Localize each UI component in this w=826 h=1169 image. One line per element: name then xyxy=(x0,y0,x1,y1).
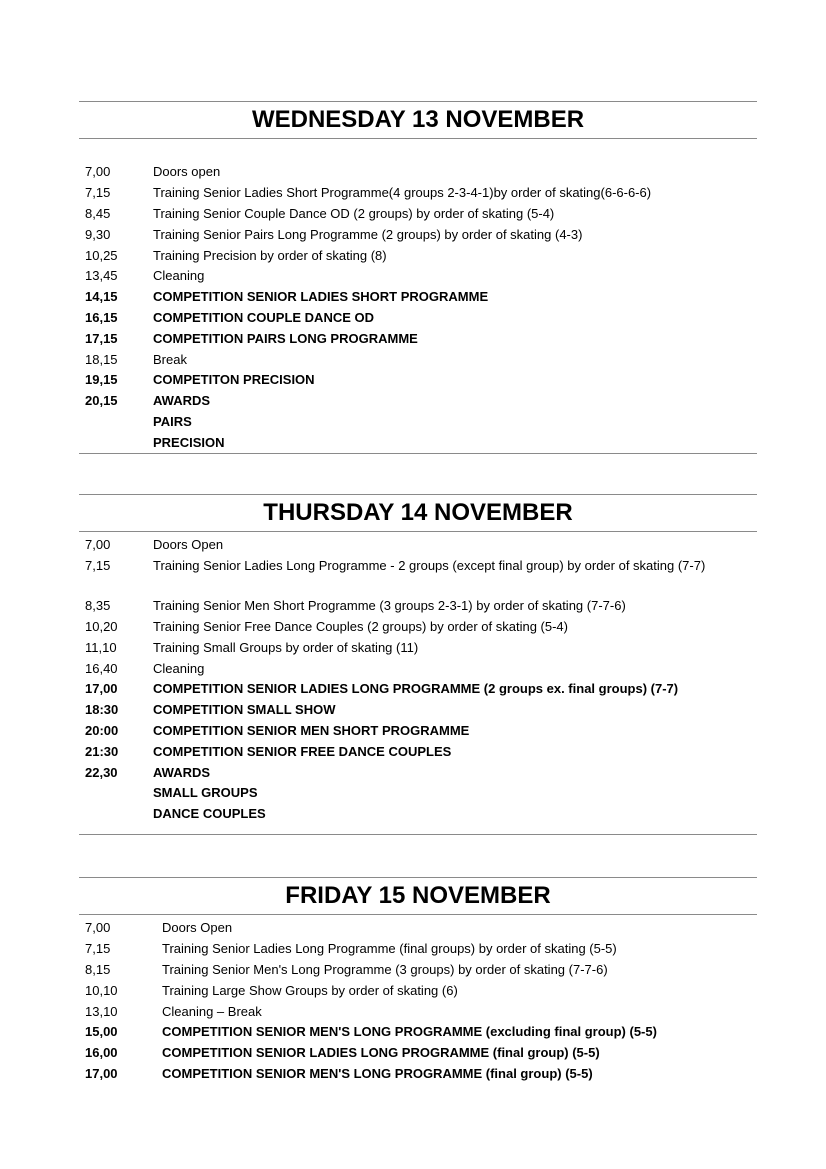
schedule-event: Training Senior Couple Dance OD (2 groups) by order of skating (5-4) xyxy=(153,205,555,221)
schedule-list xyxy=(79,162,757,453)
schedule-time: 11,10 xyxy=(85,639,117,655)
schedule-time: 18:30 xyxy=(85,702,119,718)
schedule-time: 8,45 xyxy=(85,205,111,221)
schedule-time: 15,00 xyxy=(85,1024,118,1040)
schedule-row xyxy=(79,204,757,225)
schedule-row xyxy=(79,328,757,349)
schedule-row xyxy=(79,679,757,700)
schedule-row xyxy=(79,224,757,245)
schedule-time: 9,30 xyxy=(85,226,111,242)
day-section-friday xyxy=(79,877,757,1084)
schedule-event: Training Senior Pairs Long Programme (2 groups) by order of skating (4-3) xyxy=(153,226,583,242)
schedule-event: Break xyxy=(153,351,187,367)
schedule-time: 13,10 xyxy=(85,1003,118,1019)
schedule-event: COMPETITION SENIOR MEN SHORT PROGRAMME xyxy=(153,722,470,738)
schedule-row xyxy=(79,162,757,183)
schedule-list xyxy=(79,918,757,1084)
schedule-time: 22,30 xyxy=(85,764,118,780)
schedule-list xyxy=(79,535,757,825)
section-divider xyxy=(79,834,757,835)
schedule-row xyxy=(79,287,757,308)
schedule-time: 7,15 xyxy=(85,941,111,957)
schedule-event: Cleaning xyxy=(153,660,205,676)
schedule-row xyxy=(79,266,757,287)
schedule-event: COMPETITION SENIOR MEN'S LONG PROGRAMME (excluding final group) (5-5) xyxy=(162,1024,657,1040)
schedule-row xyxy=(79,741,757,762)
day-section-wednesday xyxy=(79,101,757,454)
schedule-row xyxy=(79,183,757,204)
schedule-event: COMPETITION SENIOR LADIES SHORT PROGRAMME xyxy=(153,289,489,305)
schedule-row xyxy=(79,762,757,783)
schedule-row xyxy=(79,617,757,638)
schedule-row xyxy=(79,1043,757,1064)
schedule-row xyxy=(79,939,757,960)
schedule-row xyxy=(79,1064,757,1085)
schedule-event: Doors Open xyxy=(153,537,224,553)
schedule-row xyxy=(79,700,757,721)
schedule-time: 7,00 xyxy=(85,164,111,180)
schedule-row xyxy=(79,783,757,804)
schedule-event: PRECISION xyxy=(153,434,225,450)
day-header xyxy=(79,877,757,915)
schedule-row xyxy=(79,1022,757,1043)
schedule-time: 13,45 xyxy=(85,268,118,284)
schedule-event: COMPETITION SMALL SHOW xyxy=(153,702,336,718)
schedule-event: COMPETITION SENIOR FREE DANCE COUPLES xyxy=(153,743,452,759)
schedule-row xyxy=(79,918,757,939)
schedule-row xyxy=(79,804,757,825)
schedule-event: Doors Open xyxy=(162,920,233,936)
schedule-time: 8,15 xyxy=(85,961,111,977)
schedule-event: COMPETITON PRECISION xyxy=(153,372,315,388)
schedule-time: 16,40 xyxy=(85,660,118,676)
schedule-time: 7,00 xyxy=(85,537,111,553)
schedule-time: 7,15 xyxy=(85,185,111,201)
schedule-row xyxy=(79,658,757,679)
schedule-event: Cleaning – Break xyxy=(162,1003,262,1019)
schedule-time: 17,00 xyxy=(85,681,118,697)
schedule-event: COMPETITION SENIOR LADIES LONG PROGRAMME (2 groups ex. final groups) (7-7) xyxy=(153,681,679,697)
schedule-time: 17,00 xyxy=(85,1065,118,1081)
schedule-row xyxy=(79,637,757,658)
schedule-event: AWARDS xyxy=(153,393,211,409)
schedule-event: PAIRS xyxy=(153,413,192,429)
schedule-event: AWARDS xyxy=(153,764,211,780)
schedule-row xyxy=(79,980,757,1001)
schedule-time: 20:00 xyxy=(85,722,119,738)
schedule-event: COMPETITION SENIOR MEN'S LONG PROGRAMME (final group) (5-5) xyxy=(162,1065,593,1081)
schedule-time: 19,15 xyxy=(85,372,118,388)
day-section-thursday xyxy=(79,494,757,835)
schedule-event: Training Senior Free Dance Couples (2 groups) by order of skating (5-4) xyxy=(153,618,568,634)
schedule-row xyxy=(79,721,757,742)
schedule-time: 21:30 xyxy=(85,743,119,759)
schedule-event: Training Senior Ladies Long Programme - 2 groups (except final group) by order of skating (7-7) xyxy=(153,558,706,574)
schedule-row xyxy=(79,245,757,266)
schedule-event: DANCE COUPLES xyxy=(153,806,266,822)
schedule-row xyxy=(79,432,757,453)
schedule-event: COMPETITION COUPLE DANCE OD xyxy=(153,309,375,325)
schedule-row xyxy=(79,596,757,617)
schedule-row xyxy=(79,308,757,329)
schedule-event: Training Senior Ladies Long Programme (final groups) by order of skating (5-5) xyxy=(162,941,617,957)
day-header xyxy=(79,101,757,139)
day-title: THURSDAY 14 NOVEMBER xyxy=(263,499,573,526)
schedule-row xyxy=(79,535,757,556)
schedule-time: 18,15 xyxy=(85,351,118,367)
schedule-time: 20,15 xyxy=(85,393,118,409)
schedule-event: COMPETITION SENIOR LADIES LONG PROGRAMME (final group) (5-5) xyxy=(162,1045,600,1061)
schedule-time: 10,25 xyxy=(85,247,118,263)
schedule-event: SMALL GROUPS xyxy=(153,785,258,801)
schedule-time: 10,10 xyxy=(85,982,118,998)
schedule-time: 7,15 xyxy=(85,558,111,574)
schedule-event: Training Precision by order of skating (8) xyxy=(153,247,387,263)
schedule-time: 14,15 xyxy=(85,289,118,305)
schedule-time: 17,15 xyxy=(85,330,118,346)
schedule-event: Training Senior Men's Long Programme (3 groups) by order of skating (7-7-6) xyxy=(162,961,608,977)
schedule-event: Training Senior Men Short Programme (3 groups 2-3-1) by order of skating (7-7-6) xyxy=(153,598,626,614)
schedule-row xyxy=(79,1001,757,1022)
schedule-time: 16,00 xyxy=(85,1045,118,1061)
schedule-event: Doors open xyxy=(153,164,221,180)
day-title: FRIDAY 15 NOVEMBER xyxy=(285,882,551,909)
section-divider xyxy=(79,453,757,454)
schedule-row xyxy=(79,556,757,596)
schedule-row xyxy=(79,412,757,433)
schedule-event: Cleaning xyxy=(153,268,205,284)
schedule-row xyxy=(79,960,757,981)
schedule-event: COMPETITION PAIRS LONG PROGRAMME xyxy=(153,330,418,346)
schedule-row xyxy=(79,391,757,412)
schedule-event: Training Senior Ladies Short Programme(4 groups 2-3-4-1)by order of skating(6-6-6-6) xyxy=(153,185,652,201)
day-header xyxy=(79,494,757,532)
schedule-row xyxy=(79,370,757,391)
schedule-event: Training Small Groups by order of skating (11) xyxy=(153,639,419,655)
schedule-time: 8,35 xyxy=(85,598,111,614)
day-title: WEDNESDAY 13 NOVEMBER xyxy=(251,106,585,133)
schedule-time: 10,20 xyxy=(85,618,118,634)
schedule-row xyxy=(79,349,757,370)
schedule-time: 16,15 xyxy=(85,309,118,325)
schedule-event: Training Large Show Groups by order of skating (6) xyxy=(162,982,458,998)
schedule-time: 7,00 xyxy=(85,920,111,936)
